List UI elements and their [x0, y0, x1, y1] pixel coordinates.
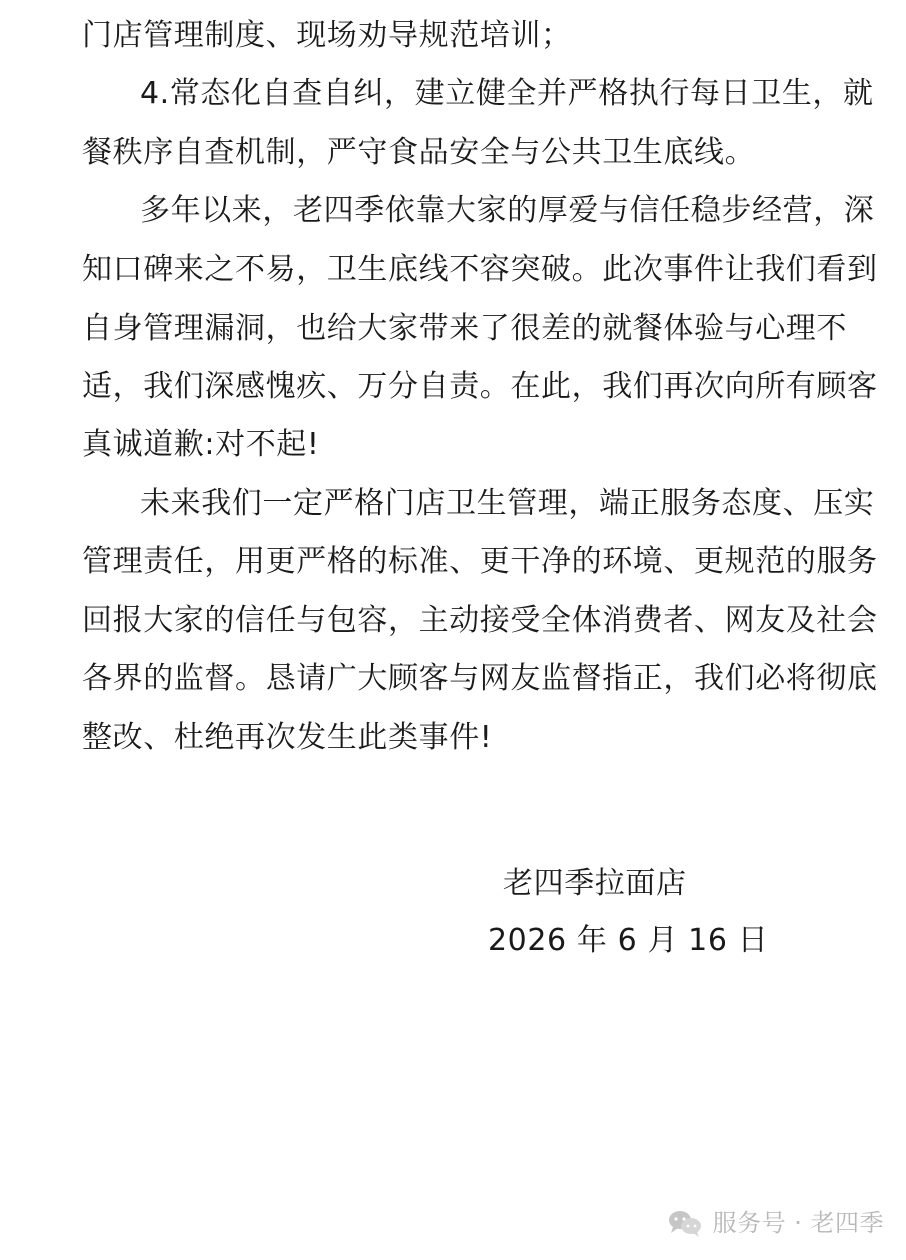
- watermark: [667, 1208, 884, 1238]
- paragraph-4-line-5: 整改、杜绝再次发生此类事件!: [82, 720, 493, 755]
- paragraph-2-line-2: 餐秩序自查机制，严守食品安全与公共卫生底线。: [82, 135, 756, 170]
- paragraph-3-line-4: 适，我们深感愧疚、万分自责。在此，我们再次向所有顾客: [82, 369, 878, 404]
- paragraph-4-line-1: 未来我们一定严格门店卫生管理，端正服务态度、压实: [140, 486, 875, 521]
- wechat-official-account-icon: [667, 1208, 703, 1238]
- paragraph-1-line-1: 门店管理制度、现场劝导规范培训；: [82, 18, 572, 53]
- paragraph-3-line-1: 多年以来，老四季依靠大家的厚爱与信任稳步经营，深: [140, 193, 875, 228]
- watermark-text: 服务号 · 老四季: [712, 1209, 884, 1237]
- signature-name: 老四季拉面店: [503, 866, 687, 901]
- paragraph-4-line-2: 管理责任，用更严格的标准、更干净的环境、更规范的服务: [82, 544, 878, 579]
- paragraph-4-line-4: 各界的监督。恳请广大顾客与网友监督指正，我们必将彻底: [82, 661, 878, 696]
- paragraph-2-line-1: 4.常态化自查自纠，建立健全并严格执行每日卫生，就: [140, 76, 874, 111]
- paragraph-3-line-2: 知口碑来之不易，卫生底线不容突破。此次事件让我们看到: [82, 252, 878, 287]
- signature-date: 2026 年 6 月 16 日: [488, 923, 769, 958]
- paragraph-4-line-3: 回报大家的信任与包容，主动接受全体消费者、网友及社会: [82, 603, 878, 638]
- paragraph-3-line-3: 自身管理漏洞，也给大家带来了很差的就餐体验与心理不: [82, 311, 847, 346]
- paragraph-3-line-5: 真诚道歉:对不起!: [82, 427, 320, 462]
